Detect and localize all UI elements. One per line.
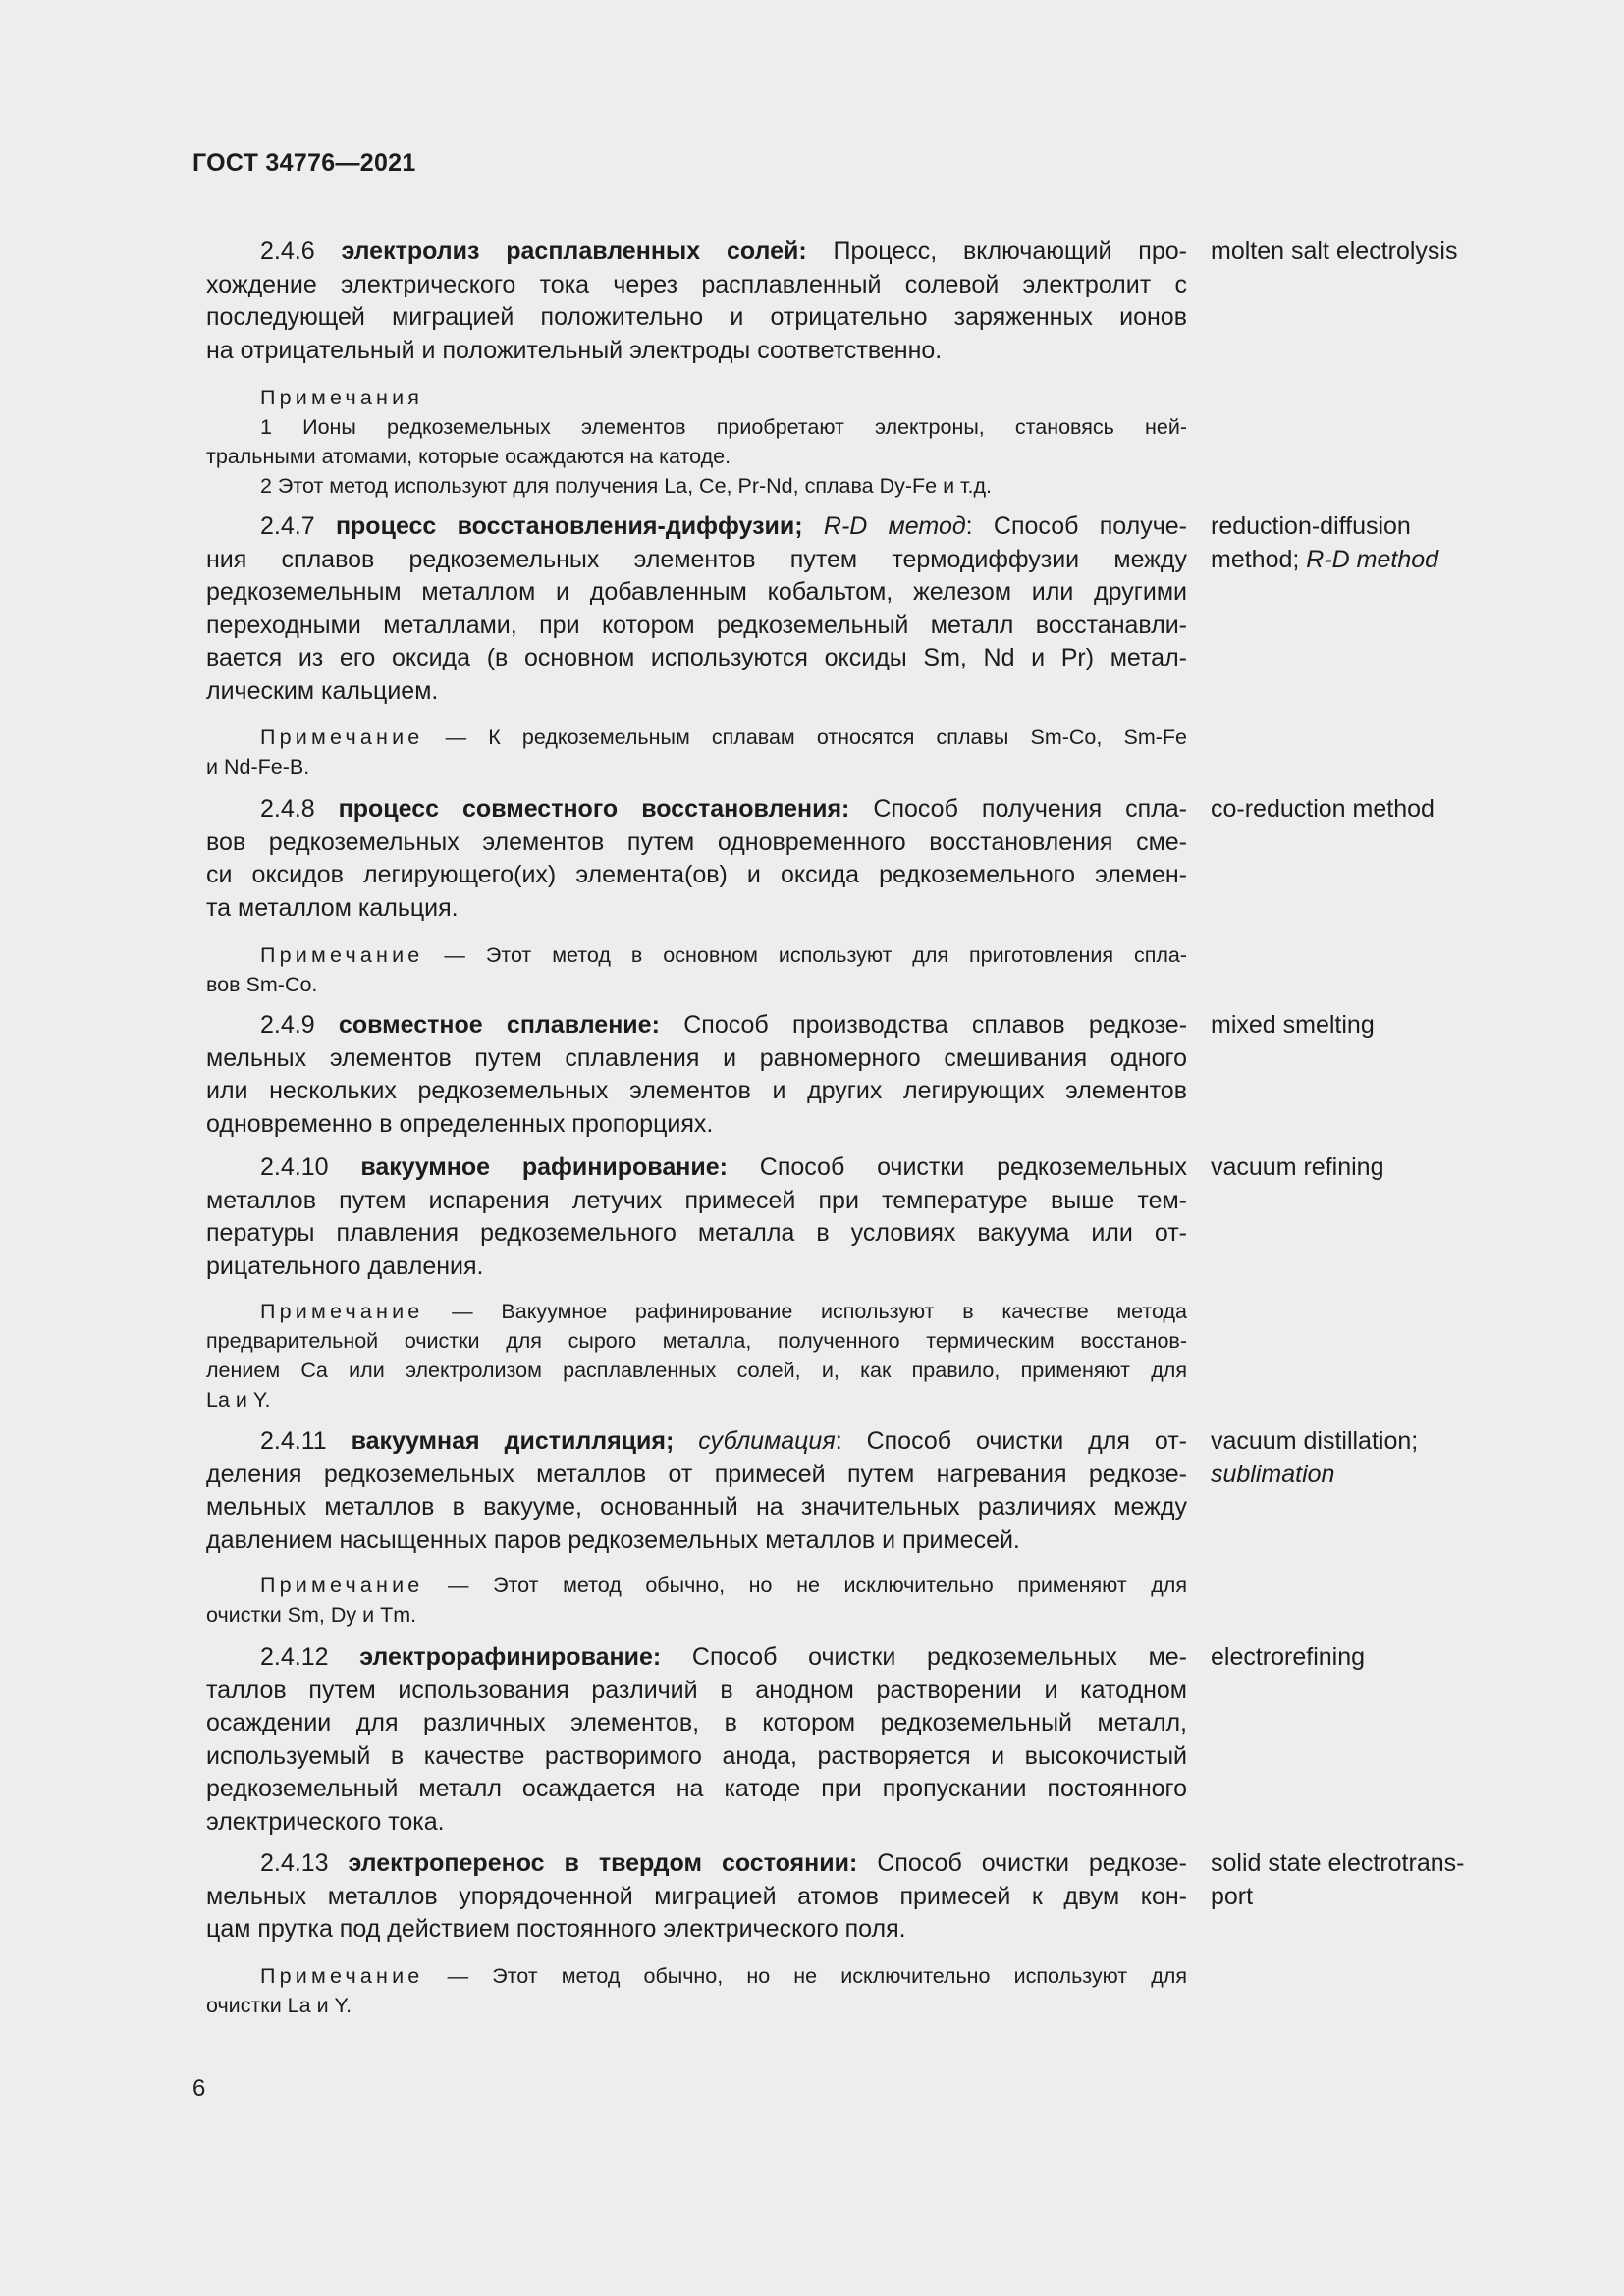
term-name: электроперенос в твердом состоянии: (348, 1849, 858, 1877)
term-definition: 2.4.13 электроперенос в твердом состоянии: Способ очистки редкозе- мельных металлов упорядоченной миграцией атомов примесей к двум кон- цам прутка под действием постоянного электрического поля. (206, 1849, 1188, 1943)
term-note: Примечание — Этот метод обычно, но не исключительно используют для очистки La и Y. (206, 1964, 1187, 2017)
document-header: ГОСТ 34776—2021 (192, 149, 416, 177)
english-equivalent: reduction-diffusion method; R-D method (1211, 512, 1439, 573)
term-definition: 2.4.10 вакуумное рафинирование: Способ очистки редкоземельных металлов путем испарения летучих примесей при температуре выше тем- пературы плавления редкоземельного металла в условиях вакуума или от- рицательного давления. (206, 1153, 1188, 1280)
term-note: Примечание — Этот метод в основном используют для приготовления спла- вов Sm-Co. (206, 943, 1187, 996)
english-equivalent: co-reduction method (1211, 795, 1435, 823)
note-title: Примечание (260, 943, 424, 967)
note-title: Примечание (260, 725, 424, 749)
english-equivalent: solid state electrotrans- port (1211, 1849, 1465, 1910)
page-number: 6 (192, 2075, 206, 2102)
term-name: электролиз расплавленных солей: (341, 238, 807, 265)
note-title: Примечание (260, 1300, 424, 1323)
term-name: электрорафинирование: (359, 1643, 662, 1671)
term-definition: 2.4.7 процесс восстановления-диффузии; R-D метод: Способ получе- ния сплавов редкоземельных элементов путем термодиффузии между редкоземельным металлом и добавленным кобальтом, железом или другими переходными металлами, при котором редкоземельный металл восстанавли- вается из его оксида (в основном используются оксиды Sm, Nd и Pr) метал- лическим кальцием. (206, 512, 1187, 705)
english-equivalent: vacuum refining (1211, 1153, 1384, 1181)
term-note: Примечание — Вакуумное рафинирование используют в качестве метода предварительной очистки для сырого металла, полученного термическим восстанов- лением Ca или электролизом расплавленных солей, и, как правило, применяют для La и Y. (206, 1300, 1187, 1412)
term-note: Примечание — Этот метод обычно, но не исключительно применяют для очистки Sm, Dy и Tm. (206, 1574, 1187, 1627)
term-name: вакуумное рафинирование: (360, 1153, 728, 1181)
term-name: процесс восстановления-диффузии; (335, 512, 803, 540)
term-definition: 2.4.6 электролиз расплавленных солей: Процесс, включающий про- хождение электрического тока через расплавленный солевой электролит с последующей миграцией положительно и отрицательно заряженных ионов на отрицательный и положительный электроды соответственно. (206, 238, 1187, 364)
term-note: Примечание — К редкоземельным сплавам относятся сплавы Sm-Co, Sm-Fe и Nd-Fe-B. (206, 725, 1187, 778)
term-definition: 2.4.9 совместное сплавление: Способ производства сплавов редкозе- мельных элементов путем сплавления и равномерного смешивания одного или нескольких редкоземельных элементов и других легирующих элементов одновременно в определенных пропорциях. (206, 1011, 1188, 1138)
term-definition: 2.4.8 процесс совместного восстановления: Способ получения спла- вов редкоземельных элементов путем одновременного восстановления сме- си оксидов легирующего(их) элемента(ов) и оксида редкоземельного элемен- та металлом кальция. (206, 795, 1187, 922)
note-title: Примечание (260, 1964, 424, 1988)
english-equivalent: mixed smelting (1211, 1011, 1375, 1039)
term-note: Примечания 1 Ионы редкоземельных элементов приобретают электроны, становясь ней- тральными атомами, которые осаждаются на катоде. 2 Этот метод используют для получения La, Ce, Pr-Nd, сплава Dy-Fe и т.д. (206, 383, 1187, 501)
english-equivalent: molten salt electrolysis (1211, 238, 1458, 265)
term-name: совместное сплавление: (338, 1011, 660, 1039)
term-name: процесс совместного восстановления: (338, 795, 850, 823)
term-definition: 2.4.11 вакуумная дистилляция; сублимация: Способ очистки для от- деления редкоземельных металлов от примесей путем нагревания редкозе- мельных металлов в вакууме, основанный на значительных различиях между давлением насыщенных паров редкоземельных металлов и примесей. (206, 1427, 1187, 1554)
english-equivalent: vacuum distillation; sublimation (1211, 1427, 1419, 1488)
english-equivalent: electrorefining (1211, 1643, 1366, 1671)
term-definition: 2.4.12 электрорафинирование: Способ очистки редкоземельных ме- таллов путем использования различий в анодном растворении и катодном осаждении для различных элементов, в котором редкоземельный металл, используемый в качестве растворимого анода, растворяется и высокочистый редкоземельный металл осаждается на катоде при пропускании постоянного электрического тока. (206, 1643, 1187, 1836)
note-title: Примечания (260, 386, 424, 409)
note-title: Примечание (260, 1574, 424, 1597)
term-name: вакуумная дистилляция; (351, 1427, 675, 1455)
